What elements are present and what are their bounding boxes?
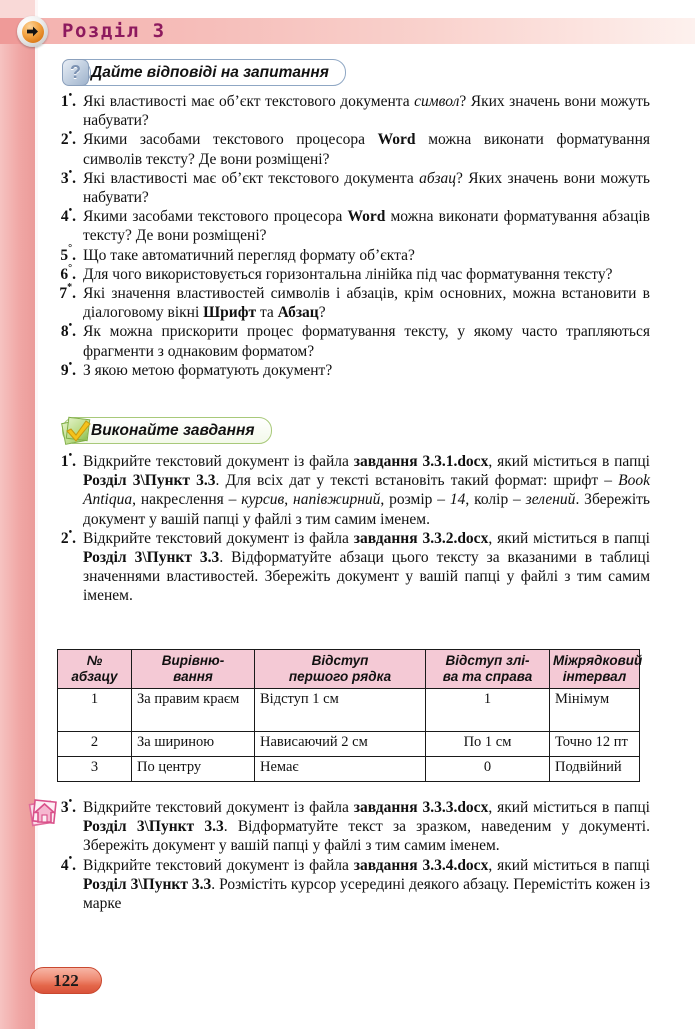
list-item xyxy=(50,358,650,380)
list-item-text: Відкрийте текстовий документ із файла завдання 3.3.1.docx, який міститься в папці Розділ 3\Пункт 3.3. Для всіх дат у тексті встановіть такий формат: шрифт – Book Antiqua, накреслення – курсив, напівжирний, розмір – 14, колір – зелений. Збережіть документ у вашій папці у файлі з тим самим іменем. xyxy=(83,453,650,528)
table-cell: Подвійний xyxy=(550,757,640,782)
list-item xyxy=(50,526,651,606)
table-header-line: Вирівню- xyxy=(161,653,225,668)
list-item xyxy=(50,166,650,207)
list-item-text: Відкрийте текстовий документ із файла завдання 3.3.4.docx, який міститься в папці Розділ 3\Пункт 3.3. Розмістіть курсор усередині деякого абзацу. Перемістіть кожен із марке xyxy=(83,856,650,913)
list-item-number: 4•. xyxy=(60,853,76,874)
table-cell: По 1 см xyxy=(426,732,550,757)
table-header-row xyxy=(58,650,640,689)
list-item-text: З якою метою форматують документ? xyxy=(83,361,333,379)
section-pill-questions xyxy=(62,59,346,86)
list-item-text: Як можна прискорити процес форматування тексту, у якому часто трапляються фрагменти з однаковим форматом? xyxy=(83,323,650,360)
table-header-line: Відступ злі- xyxy=(445,653,530,668)
table-header-line: вання xyxy=(173,669,213,684)
list-item xyxy=(50,130,650,168)
list-item-text: Відкрийте текстовий документ із файла завдання 3.3.3.docx, який міститься в папці Розділ 3\Пункт 3.3. Відформатуйте текст за зразком, наведеним у документі. Збережіть документ у вашій папці у файлі з тим самим іменем. xyxy=(83,799,650,855)
list-item-text: Що таке автоматичний перегляд формату об’єкта? xyxy=(83,246,415,264)
table-cell: 0 xyxy=(426,757,550,782)
list-item xyxy=(50,89,650,130)
table-cell: 1 xyxy=(426,689,550,732)
table-row xyxy=(58,757,640,782)
table-header-line: Міжрядковий xyxy=(553,653,643,668)
question-mark-icon: ? xyxy=(62,58,92,87)
section-title-tasks: Виконайте завдання xyxy=(91,421,255,439)
list-item-text: Для чого використовується горизонтальна лінійка під час форматування тексту? xyxy=(83,265,613,283)
arrow-right-circle-icon xyxy=(17,16,48,47)
list-item-number: 3•. xyxy=(60,795,76,816)
table-cell: Мінімум xyxy=(550,689,640,732)
list-item-number: 3•. xyxy=(60,166,76,187)
list-item xyxy=(50,207,650,245)
list-item-number: 1•. xyxy=(60,449,76,470)
table-header-line: № xyxy=(86,653,103,668)
list-item-number: 1•. xyxy=(60,89,76,110)
tasks-list-upper xyxy=(50,449,651,606)
table-header-cell-0 xyxy=(58,650,132,689)
page-edge xyxy=(35,0,38,1029)
list-item-number: 8•. xyxy=(60,320,76,341)
page-title: Розділ 3 xyxy=(62,20,166,42)
table-row xyxy=(58,732,640,757)
section-header-tasks xyxy=(62,416,272,445)
list-item-text: Які властивості має об’єкт текстового документа символ? Яких значень вони можуть набувати? xyxy=(83,93,650,130)
table-header-cell-2 xyxy=(255,650,426,689)
list-item xyxy=(50,795,650,856)
list-item xyxy=(50,243,650,265)
table-cell: Точно 12 пт xyxy=(550,732,640,757)
list-item xyxy=(50,449,650,529)
table-cell: Немає xyxy=(255,757,426,782)
table-header-cell-3 xyxy=(426,650,550,689)
list-item-text: Які значення властивостей символів і абзаців, крім основних, можна встановити в діалоговому вікні Шрифт та Абзац? xyxy=(83,285,650,322)
table-row xyxy=(58,689,640,732)
questions-list xyxy=(50,89,650,380)
list-item-number: 2•. xyxy=(60,526,76,547)
table-header-line: першого рядка xyxy=(288,669,392,684)
tasks-list-lower xyxy=(50,795,650,913)
table-header-line: ва та справа xyxy=(442,669,533,684)
list-item-text: Якими засобами текстового процесора Word можна виконати форматування абзаців тексту? Де вони розміщені? xyxy=(83,208,650,245)
table-cell: За шириною xyxy=(132,732,255,757)
table-cell: 3 xyxy=(58,757,132,782)
left-decorative-bar xyxy=(0,0,35,1029)
table-cell: Відступ 1 см xyxy=(255,689,426,732)
list-item-number: 6°. xyxy=(60,262,76,283)
table-header-cell-1 xyxy=(132,650,255,689)
list-item-number: 5°. xyxy=(60,243,76,264)
paragraph-format-table-wrapper xyxy=(57,649,643,782)
list-item xyxy=(50,281,650,322)
section-header-questions xyxy=(62,58,346,87)
section-pill-tasks xyxy=(62,417,272,444)
section-title-questions: Дайте відповіді на запитання xyxy=(91,63,329,81)
table-cell: По центру xyxy=(132,757,255,782)
table-cell: Нависаючий 2 см xyxy=(255,732,426,757)
list-item xyxy=(50,262,650,284)
list-item-text: Якими засобами текстового процесора Word можна виконати форматування символів тексту? Де вони розміщені? xyxy=(83,131,650,168)
list-item-text: Відкрийте текстовий документ із файла завдання 3.3.2.docx, який міститься в папці Розділ 3\Пункт 3.3. Відформатуйте абзаци цього тексту за вказаними в таблиці значеннями властивостей. Збережіть документ у вашій папці у файлі з тим самим іменем. xyxy=(83,529,651,605)
table-header-cell-4 xyxy=(550,650,643,689)
page-number-badge: 122 xyxy=(30,967,102,994)
table-cell: За правим краєм xyxy=(132,689,255,732)
table-cell: 2 xyxy=(58,732,132,757)
list-item-number: 7*. xyxy=(59,281,76,303)
table-header-line: абзацу xyxy=(71,669,118,684)
table-header-line: Відступ xyxy=(311,653,369,668)
table-cell: 1 xyxy=(58,689,132,732)
green-check-paper-icon xyxy=(62,416,92,445)
list-item-text: Які властивості має об’єкт текстового документа абзац? Яких значень вони можуть набувати? xyxy=(83,169,650,207)
list-item-number: 9•. xyxy=(60,358,76,379)
list-item-number: 2•. xyxy=(60,128,76,149)
table-header-line: інтервал xyxy=(562,669,627,684)
list-item xyxy=(50,322,650,360)
paragraph-format-table xyxy=(57,649,643,782)
list-item xyxy=(50,853,650,914)
list-item-number: 4•. xyxy=(60,205,76,226)
